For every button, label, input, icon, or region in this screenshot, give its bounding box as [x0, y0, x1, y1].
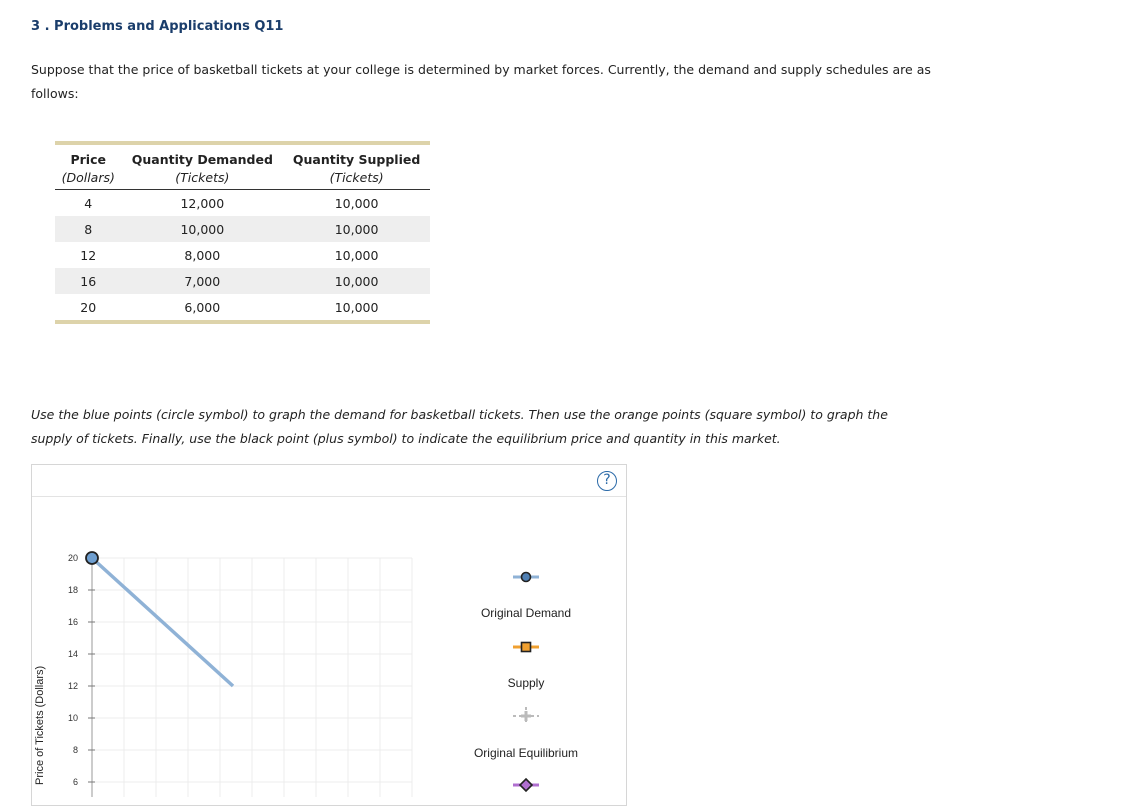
table-cell: 8 — [55, 216, 121, 242]
y-tick-label: 14 — [67, 649, 78, 659]
table-row — [55, 216, 430, 242]
col-header-quantity-supplied: Quantity Supplied — [292, 151, 421, 167]
graph-instructions: Use the blue points (circle symbol) to graph the demand for basketball tickets. Then use the orange points (square symbol) to graph the supply of tickets. Finally, use the black point (plus symbol) to indicate the equilibrium price and quantity in this market. — [31, 407, 888, 446]
legend-label-original-equilibrium: Original Equilibrium — [473, 746, 579, 760]
plus-point-icon — [521, 711, 531, 721]
y-tick-label: 8 — [72, 745, 78, 755]
table-row — [55, 242, 430, 268]
table-row — [55, 190, 430, 217]
question-intro: Suppose that the price of basketball tickets at your college is determined by market forces. Currently, the demand and supply schedules are as follows: — [31, 62, 931, 101]
table-cell: 10,000 — [334, 247, 379, 263]
table-cell: 10,000 — [121, 216, 283, 242]
schedule-table — [55, 141, 430, 324]
table-cell: 12,000 — [180, 195, 225, 211]
graph-toolbar — [32, 465, 626, 497]
col-header-price: Price — [70, 151, 106, 167]
legend-label-supply: Supply — [507, 676, 545, 690]
col-header-quantity-demanded: Quantity Demanded — [131, 151, 273, 167]
y-axis — [68, 553, 95, 797]
table-cell: 10,000 — [283, 216, 430, 242]
diamond-point-icon — [520, 779, 532, 791]
y-tick-label: 16 — [67, 617, 78, 627]
table-cell: 16 — [55, 268, 121, 294]
table-cell: 10,000 — [334, 195, 379, 211]
table-cell: 7,000 — [121, 268, 283, 294]
gridlines — [92, 558, 412, 797]
y-tick-label: 20 — [67, 553, 78, 563]
y-axis-label-text: Price of Tickets (Dollars) — [34, 665, 46, 785]
y-tick-label: 6 — [72, 777, 78, 787]
table-cell: 4 — [84, 195, 93, 211]
table-cell: 10,000 — [283, 268, 430, 294]
table-cell: 8,000 — [184, 247, 221, 263]
table-cell: 20 — [80, 299, 97, 315]
question-title: 3 . Problems and Applications Q11 — [31, 19, 284, 34]
col-unit-quantity-demanded: (Tickets) — [121, 167, 283, 190]
demand-point — [86, 552, 98, 564]
square-point-icon — [522, 643, 531, 652]
y-tick-label: 12 — [67, 681, 78, 691]
y-tick-label: 10 — [67, 713, 78, 723]
table-row — [55, 268, 430, 294]
help-icon[interactable]: ? — [597, 471, 617, 491]
col-unit-price: (Dollars) — [55, 167, 121, 190]
table-cell: 12 — [80, 247, 97, 263]
legend-label-original-demand: Original Demand — [480, 606, 572, 620]
table-cell: 6,000 — [184, 299, 221, 315]
y-tick-label: 18 — [67, 585, 78, 595]
table-cell: 10,000 — [334, 299, 379, 315]
demand-series — [86, 552, 233, 686]
graph-panel — [31, 464, 627, 806]
table-row — [55, 294, 430, 322]
col-unit-quantity-supplied: (Tickets) — [283, 167, 430, 190]
circle-point-icon — [522, 573, 531, 582]
